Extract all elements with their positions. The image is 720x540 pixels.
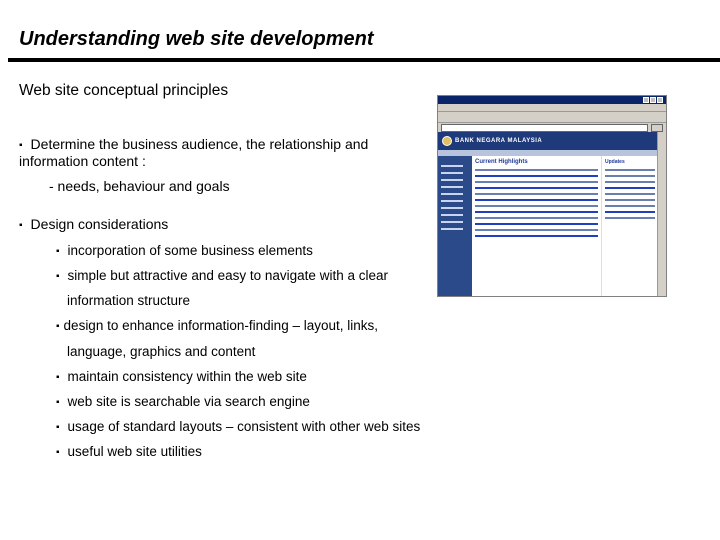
item-7 bbox=[56, 443, 202, 462]
bank-side-headline: Updates bbox=[605, 159, 625, 165]
item-1 bbox=[56, 242, 313, 261]
bullet-icon: ▪ bbox=[56, 447, 60, 458]
bullet-icon: ▪ bbox=[56, 246, 60, 257]
bullet-icon: ▪ bbox=[56, 321, 60, 332]
browser-scrollbar bbox=[657, 132, 666, 296]
item-2-cont: information structure bbox=[67, 293, 191, 308]
point-2-label: Design considerations bbox=[30, 216, 169, 232]
address-field bbox=[441, 124, 648, 132]
item-6-text: usage of standard layouts – consistent with other web sites bbox=[67, 419, 421, 434]
item-3-text: design to enhance information-finding – layout, links, bbox=[63, 318, 378, 333]
title-rule bbox=[8, 58, 720, 62]
browser-toolbar bbox=[438, 112, 666, 123]
bank-nav bbox=[438, 156, 472, 296]
bank-name: BANK NEGARA MALAYSIA bbox=[455, 138, 543, 144]
bank-sidebar bbox=[601, 156, 658, 296]
item-7-text: useful web site utilities bbox=[67, 444, 202, 459]
website-screenshot bbox=[437, 95, 667, 297]
bank-seal-icon bbox=[442, 136, 452, 146]
item-5 bbox=[56, 393, 310, 412]
bank-headline: Current Highlights bbox=[475, 159, 528, 165]
point-1-line-2: information content : bbox=[19, 153, 146, 169]
bullet-icon: ▪ bbox=[56, 397, 60, 408]
item-1-text: incorporation of some business elements bbox=[67, 243, 313, 258]
browser-title-bar bbox=[438, 96, 666, 104]
bank-main bbox=[472, 156, 601, 296]
bullet-icon: ▪ bbox=[56, 372, 60, 383]
item-5-text: web site is searchable via search engine bbox=[67, 394, 310, 409]
item-3-cont: language, graphics and content bbox=[67, 344, 256, 359]
slide-subtitle: Web site conceptual principles bbox=[19, 82, 229, 99]
browser-menu-bar bbox=[438, 104, 666, 112]
bullet-icon: ▪ bbox=[56, 422, 60, 433]
item-4-text: maintain consistency within the web site bbox=[67, 369, 307, 384]
item-4 bbox=[56, 368, 307, 387]
bank-body bbox=[438, 156, 658, 296]
point-1-sub: - needs, behaviour and goals bbox=[49, 178, 230, 194]
bank-header bbox=[438, 132, 658, 150]
item-6 bbox=[56, 418, 420, 437]
point-1-line-1: Determine the business audience, the relationship and bbox=[30, 136, 369, 152]
bank-web-page bbox=[438, 132, 658, 296]
item-2-text: simple but attractive and easy to navigate with a clear bbox=[67, 268, 388, 283]
bullet-icon: ▪ bbox=[19, 140, 23, 151]
item-3 bbox=[56, 317, 378, 336]
bullet-icon: ▪ bbox=[56, 271, 60, 282]
slide-title: Understanding web site development bbox=[19, 28, 374, 50]
window-buttons bbox=[643, 97, 663, 103]
point-2 bbox=[19, 216, 168, 235]
item-2 bbox=[56, 267, 388, 286]
go-button bbox=[651, 124, 663, 132]
bullet-icon: ▪ bbox=[19, 220, 23, 231]
